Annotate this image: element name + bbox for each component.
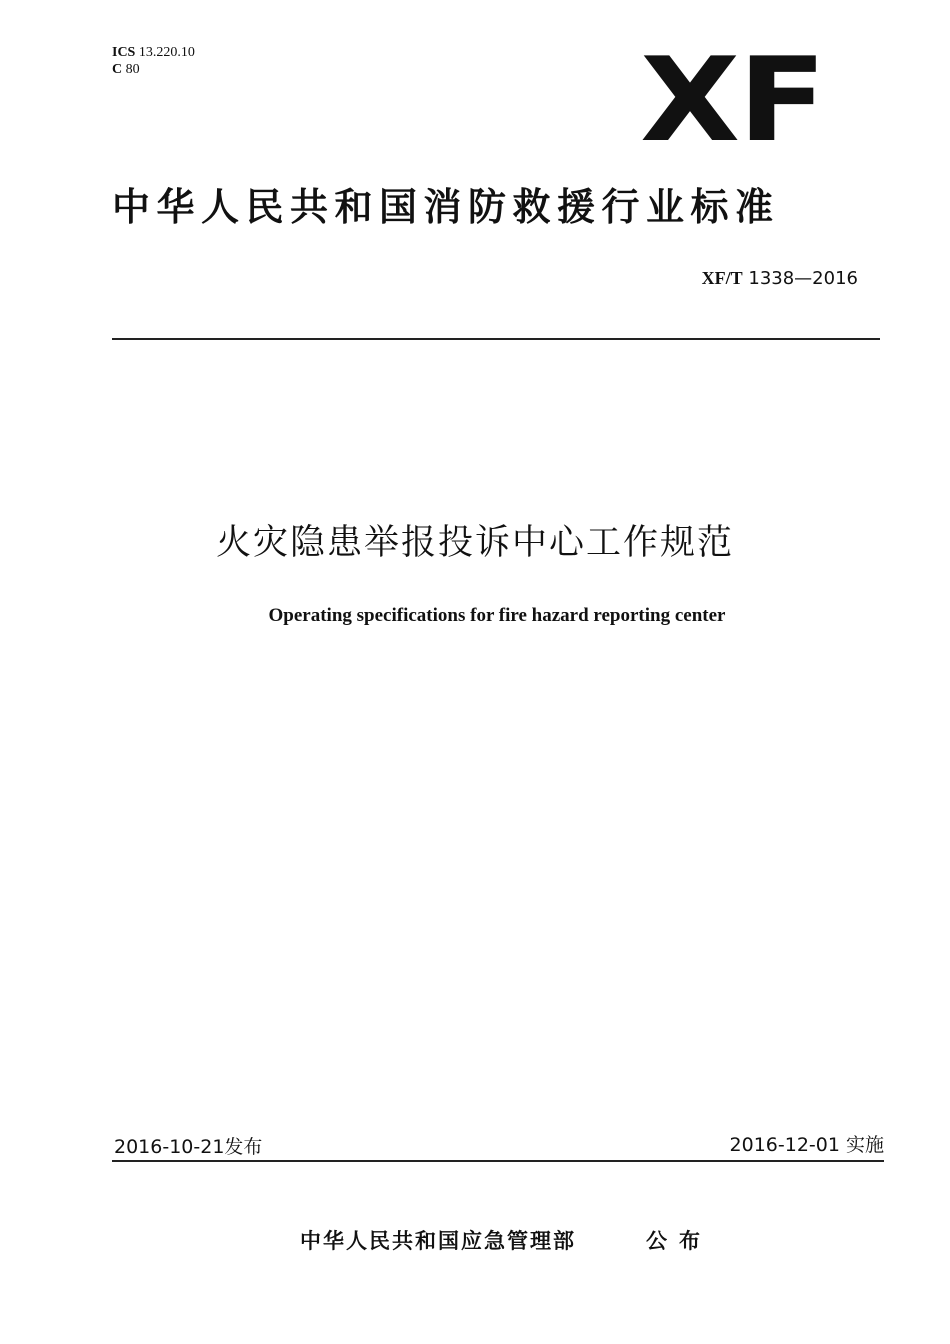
bottom-divider (112, 1160, 884, 1162)
issue-date-suffix: 发布 (224, 1136, 263, 1158)
standard-code: 1338—2016 (748, 268, 858, 289)
xf-logo: XF (640, 33, 825, 168)
ics-label: ICS (112, 45, 136, 60)
publisher-name: 中华人民共和国应急管理部 (300, 1229, 576, 1253)
issue-date (114, 1134, 262, 1160)
ics-code: 13.220.10 (138, 45, 195, 60)
implementation-date-value: 2016-12-01 (729, 1134, 840, 1156)
standard-prefix: XF/T (701, 268, 743, 288)
issue-date-value: 2016-10-21 (114, 1136, 225, 1158)
top-divider (112, 338, 880, 340)
publish-action: 公布 (646, 1229, 712, 1253)
classification-codes (112, 44, 195, 78)
implementation-date (730, 1132, 884, 1158)
document-title-english: Operating specifications for fire hazard reporting center (268, 605, 726, 626)
implementation-date-suffix: 实施 (845, 1134, 884, 1156)
ics-row (112, 44, 195, 61)
ccs-row (112, 61, 195, 78)
standard-number (702, 266, 858, 291)
ccs-label: C (112, 62, 123, 77)
ccs-code: 80 (125, 62, 140, 77)
document-title-chinese: 火灾隐患举报投诉中心工作规范 (215, 523, 734, 563)
issuing-authority-heading: 中华人民共和国消防救援行业标准 (112, 185, 780, 229)
